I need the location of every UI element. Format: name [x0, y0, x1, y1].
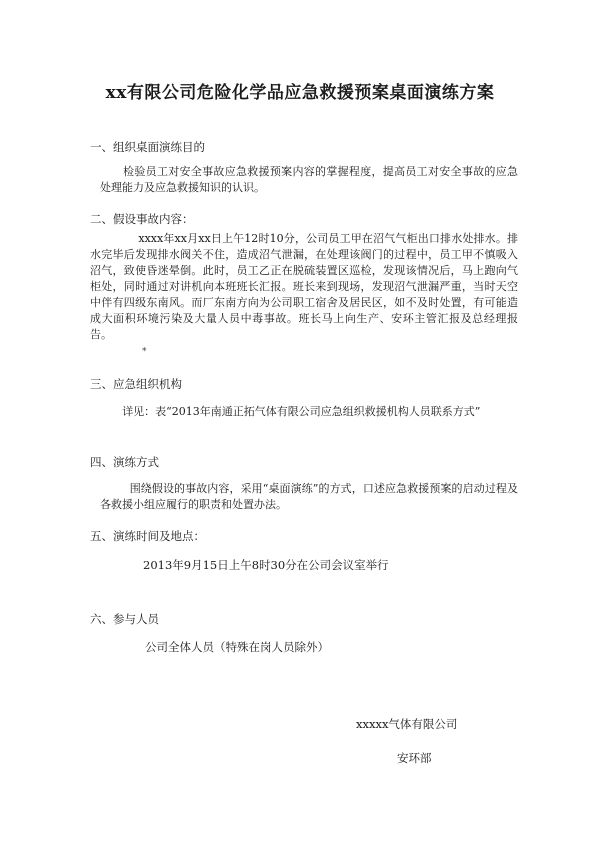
section-6-heading: 六、参与人员: [90, 612, 159, 626]
section-5-heading: 五、演练时间及地点：: [90, 529, 205, 543]
signature-company: xxxxx气体有限公司: [356, 717, 458, 731]
document-title: xx有限公司危险化学品应急救援预案桌面演练方案: [105, 83, 495, 103]
section-4-heading: 四、演练方式: [90, 455, 159, 469]
asterisk-mark: *: [142, 347, 147, 357]
section-6-body: 公司全体人员（特殊在岗人员除外）: [145, 640, 329, 654]
section-5-body: 2013年9月15日上午8时30分在公司会议室举行: [143, 558, 389, 572]
signature-department: 安环部: [397, 751, 432, 765]
section-2-heading: 二、假设事故内容：: [90, 212, 194, 226]
section-1-heading: 一、组织桌面演练目的: [90, 140, 205, 154]
section-1-body: 检验员工对安全事故应急救援预案内容的掌握程度，提高员工对安全事故的应急处理能力及应急救援知识的认识。: [100, 165, 518, 194]
section-3-heading: 三、应急组织机构: [90, 377, 182, 391]
section-3-body: 详见：表“2013年南通正拓气体有限公司应急组织救援机构人员联系方式”: [122, 405, 481, 418]
section-4-body: 围绕假设的事故内容，采用“桌面演练”的方式，口述应急救援预案的启动过程及各救援小组应履行的职责和处置办法。: [100, 482, 518, 511]
section-2-body: xxxx年xx月xx日上午12时10分，公司员工甲在沼气气柜出口排水处排水。排水完毕后发现排水阀关不住，造成沼气泄漏，在处理该阀门的过程中，员工甲不慎吸入沼气，致使昏迷晕倒。此时，员工乙正在脱硫装置区巡检，发现该情况后，马上跑向气柜处，同时通过对讲机向本班班长汇报。班长来到现场，发现沼气泄漏严重，当时天空中伴有四级东南风。而厂东南方向为公司职工宿舍及居民区，如不及时处置，有可能造成大面积环境污染及大量人员中毒事故。班长马上向生产、安环主管汇报及总经理报告。: [90, 232, 518, 341]
